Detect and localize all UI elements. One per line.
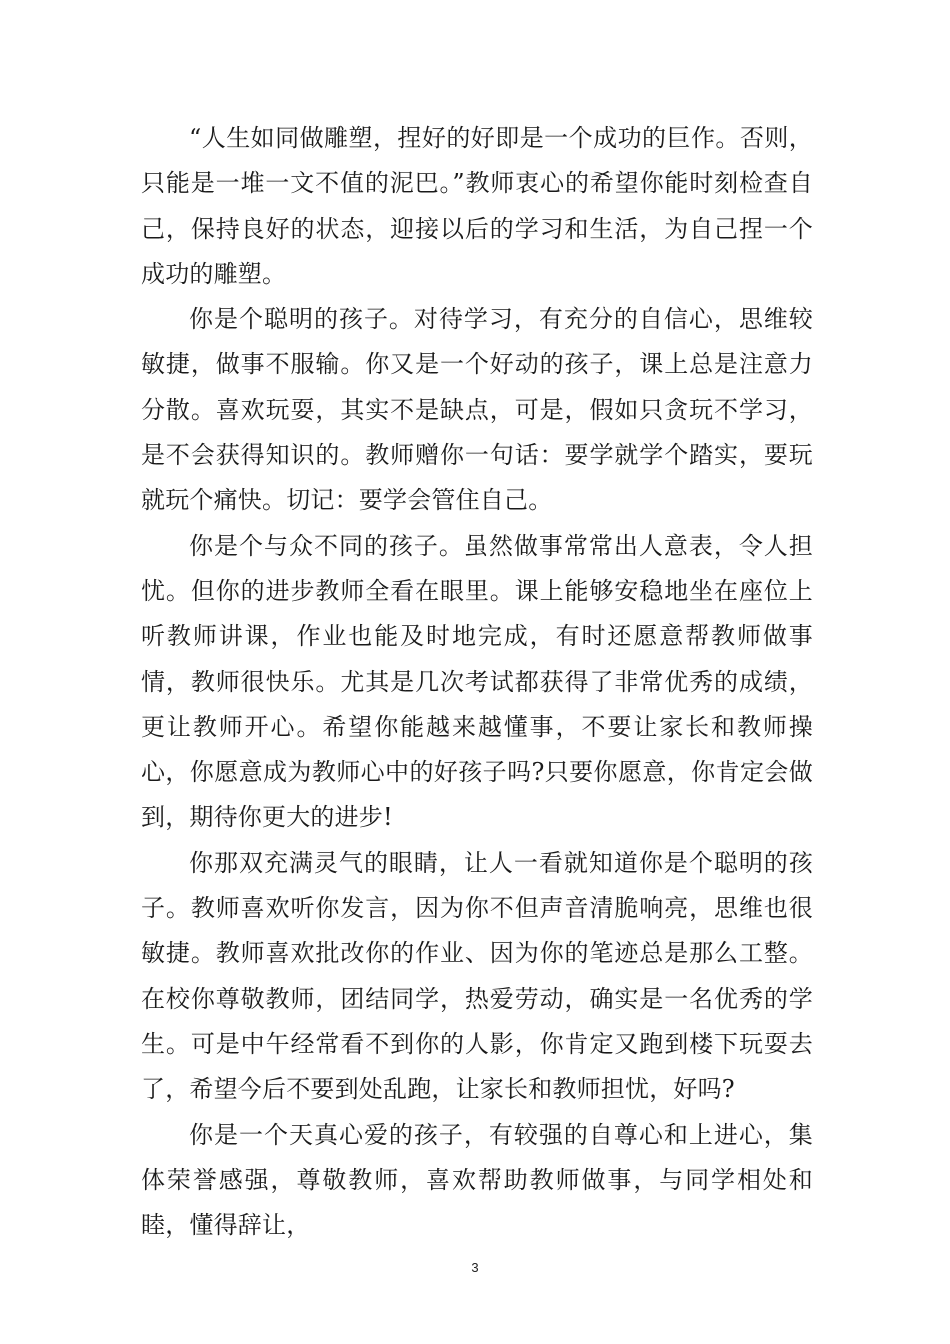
paragraph-1: “人生如同做雕塑，捏好的好即是一个成功的巨作。否则，只能是一堆一文不值的泥巴。”教师衷心的希望你能时刻检查自己，保持良好的状态，迎接以后的学习和生活，为自己捏一个成功的雕塑。 — [141, 124, 813, 288]
paragraph-5: 你是一个天真心爱的孩子，有较强的自尊心和上进心，集体荣誉感强，尊敬教师，喜欢帮助教师做事，与同学相处和睦，懂得辞让， — [141, 1120, 813, 1240]
page-number: 3 — [471, 1260, 479, 1275]
paragraph-3: 你是个与众不同的孩子。虽然做事常常出人意表，令人担忧。但你的进步教师全看在眼里。课上能够安稳地坐在座位上听教师讲课，作业也能及时地完成，有时还愿意帮教师做事情，教师很快乐。尤其是几次考试都获得了非常优秀的成绩，更让教师开心。希望你能越来越懂事，不要让家长和教师操心，你愿意成为教师心中的好孩子吗?只要你愿意，你肯定会做到，期待你更大的进步! — [141, 531, 813, 832]
paragraph-2: 你是个聪明的孩子。对待学习，有充分的自信心，思维较敏捷，做事不服输。你又是一个好动的孩子，课上总是注意力分散。喜欢玩耍，其实不是缺点，可是，假如只贪玩不学习，是不会获得知识的。教师赠你一句话：要学就学个踏实，要玩就玩个痛快。切记：要学会管住自己。 — [141, 305, 813, 515]
paragraph-4: 你那双充满灵气的眼睛，让人一看就知道你是个聪明的孩子。教师喜欢听你发言，因为你不但声音清脆响亮，思维也很敏捷。教师喜欢批改你的作业、因为你的笔迹总是那么工整。在校你尊敬教师，团结同学，热爱劳动，确实是一名优秀的学生。可是中午经常看不到你的人影，你肯定又跑到楼下玩耍去了，希望今后不要到处乱跑，让家长和教师担忧，好吗? — [141, 848, 813, 1104]
body-text — [141, 116, 813, 1248]
